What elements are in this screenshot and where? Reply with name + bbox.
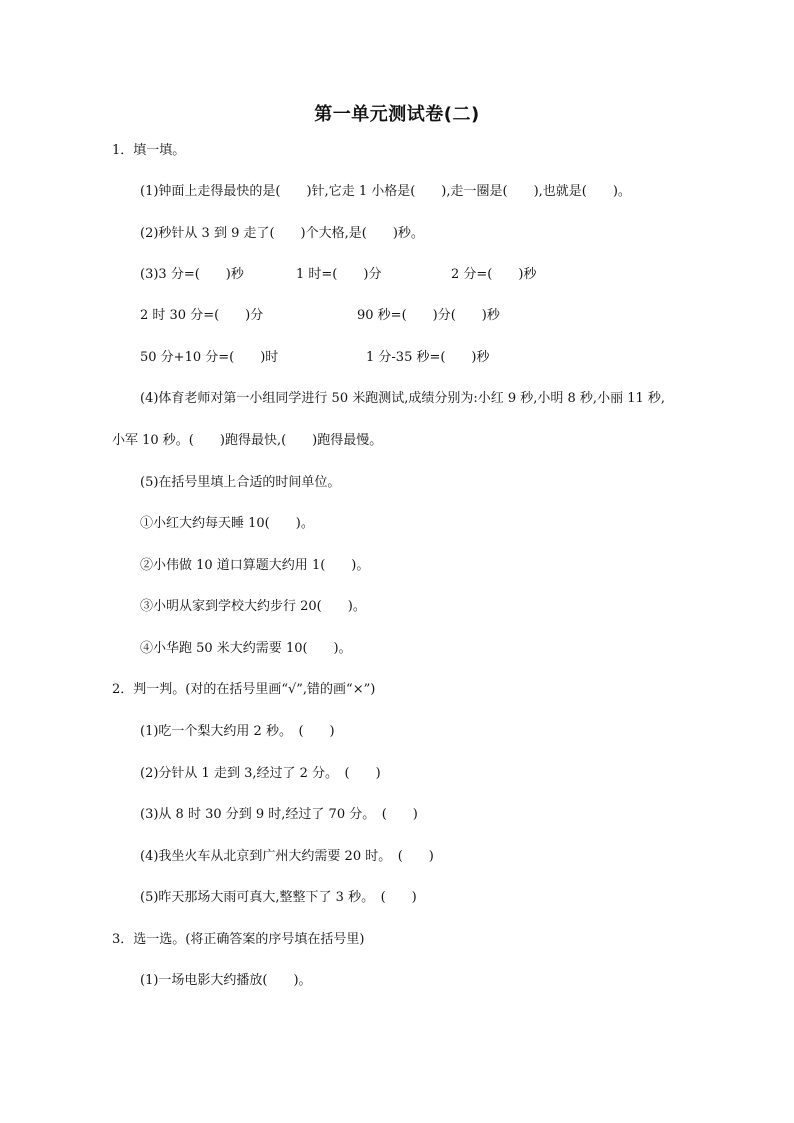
question-1-5-item: ③小明从家到学校大约步行 20( )。 (140, 599, 366, 614)
question-1-1: (1)钟面上走得最快的是( )针,它走 1 小格是( ),走一圈是( ),也就是( )。 (140, 184, 631, 199)
section3-heading: 3．选一选。(将正确答案的序号填在括号里) (112, 932, 365, 947)
question-1-3-f: 50 分+10 分=( )时 (140, 350, 279, 365)
question-3-1: (1)一场电影大约播放( )。 (140, 973, 312, 988)
question-1-5-item: ②小伟做 10 道口算题大约用 1( )。 (140, 558, 370, 573)
judge-item: (4)我坐火车从北京到广州大约需要 20 时。 ( ) (140, 849, 434, 864)
question-1-5-item: ①小红大约每天睡 10( )。 (140, 516, 314, 531)
judge-item: (5)昨天那场大雨可真大,整整下了 3 秒。 ( ) (140, 890, 417, 905)
page-title: 第一单元测试卷(二) (314, 104, 480, 125)
judge-item: (2)分针从 1 走到 3,经过了 2 分。 ( ) (140, 766, 381, 781)
question-1-3-d: 2 时 30 分=( )分 (140, 308, 264, 323)
section2-heading: 2．判一判。(对的在括号里画“√”,错的画“×”) (112, 682, 376, 697)
question-1-2: (2)秒针从 3 到 9 走了( )个大格,是( )秒。 (140, 226, 424, 241)
question-1-3-g: 1 分-35 秒=( )秒 (366, 350, 490, 365)
question-1-4-line2: 小军 10 秒。( )跑得最快,( )跑得最慢。 (112, 433, 383, 448)
question-1-3-e: 90 秒=( )分( )秒 (357, 308, 500, 323)
section1-heading: 1．填一填。 (112, 143, 186, 158)
question-1-3-b: 1 时=( )分 (296, 267, 382, 282)
judge-item: (3)从 8 时 30 分到 9 时,经过了 70 分。 ( ) (140, 807, 418, 822)
question-1-3-a: (3)3 分=( )秒 (140, 267, 244, 282)
question-1-4-line1: (4)体育老师对第一小组同学进行 50 米跑测试,成绩分别为:小红 9 秒,小明 8 秒,小丽 11 秒, (140, 391, 666, 406)
question-1-3-c: 2 分=( )秒 (451, 267, 537, 282)
question-1-5-item: ④小华跑 50 米大约需要 10( )。 (140, 641, 352, 656)
question-1-5: (5)在括号里填上合适的时间单位。 (140, 475, 341, 490)
judge-item: (1)吃一个梨大约用 2 秒。 ( ) (140, 724, 335, 739)
